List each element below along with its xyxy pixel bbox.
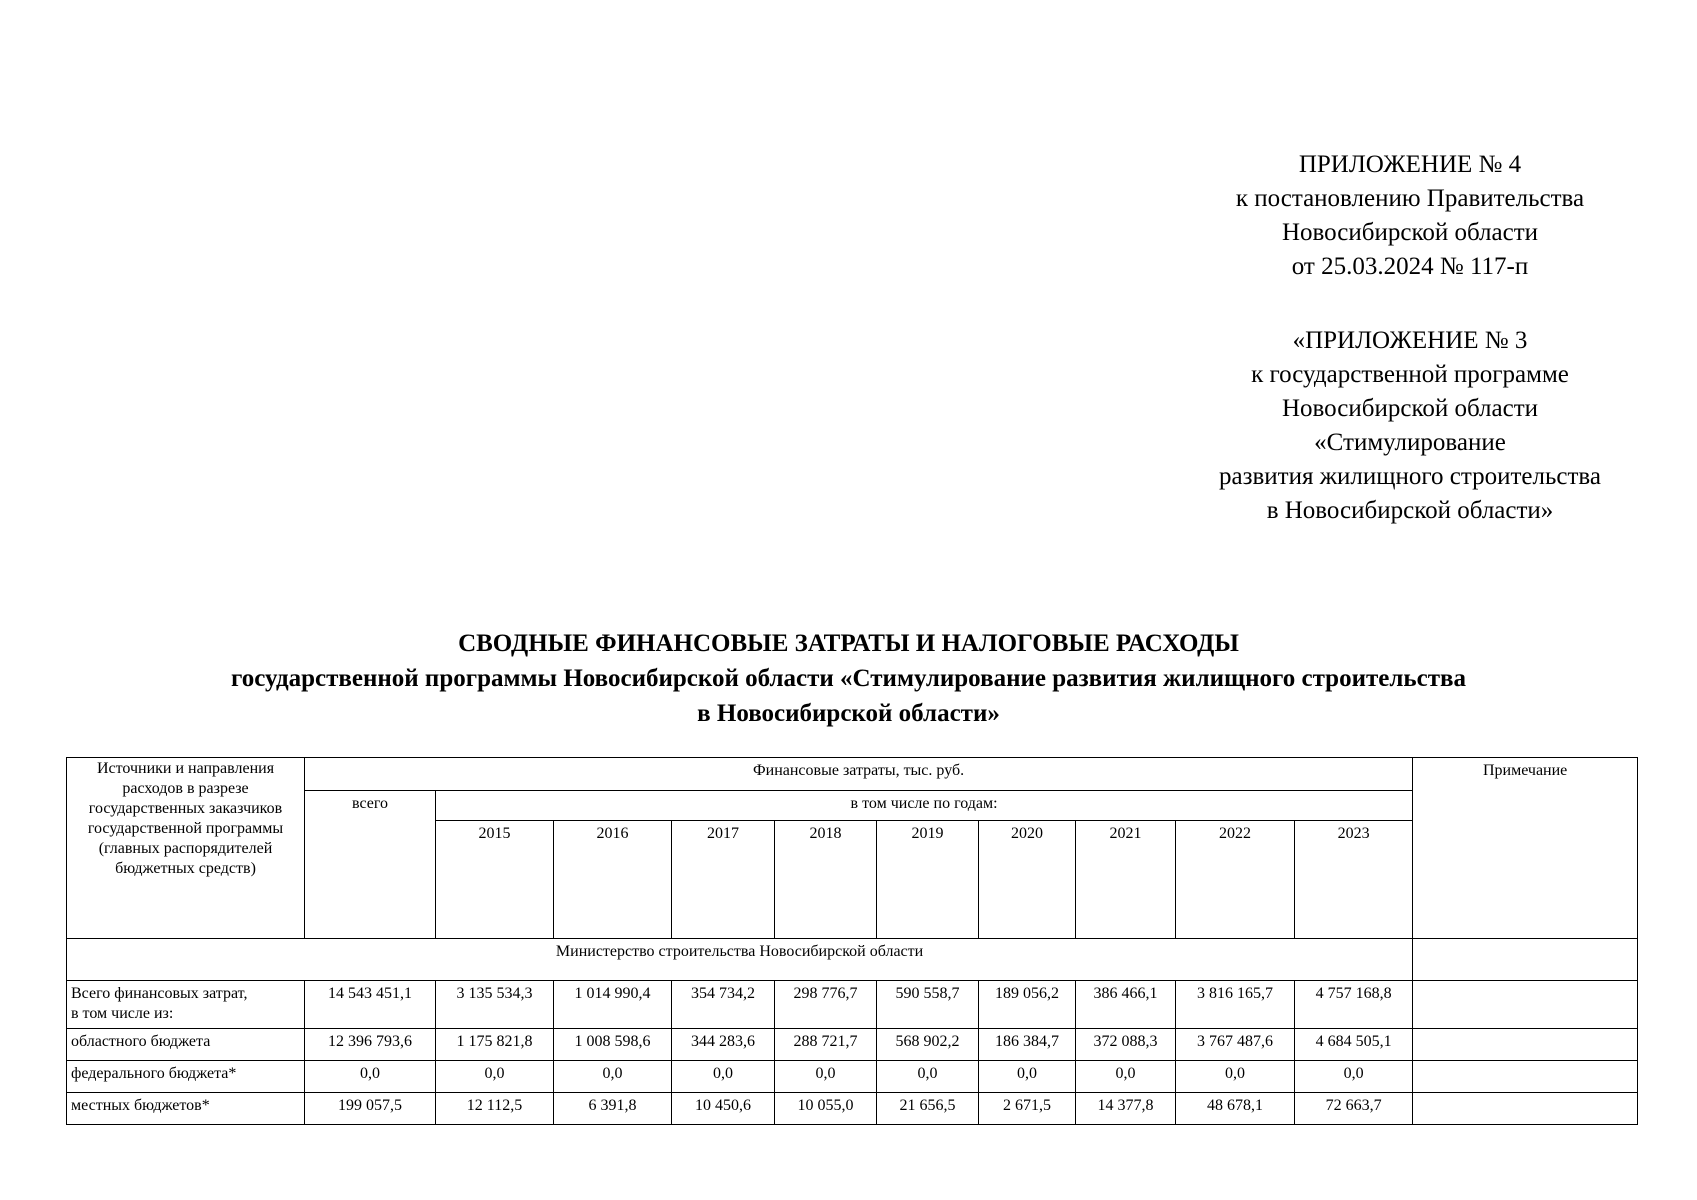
total-value: 0,0 bbox=[305, 1061, 436, 1093]
year-value: 3 816 165,7 bbox=[1176, 981, 1295, 1029]
year-header: 2018 bbox=[775, 821, 877, 939]
year-value: 0,0 bbox=[979, 1061, 1076, 1093]
appendix-line: в Новосибирской области» bbox=[1266, 497, 1554, 524]
year-header: 2019 bbox=[877, 821, 979, 939]
approval-line: к постановлению Правительства bbox=[1235, 185, 1585, 212]
source-header: Источники и направления расходов в разрезе государственных заказчиков государственной программы (главных распорядителей бюджетных средств) bbox=[87, 760, 284, 877]
ministry-row bbox=[67, 939, 1413, 981]
financial-costs-table bbox=[66, 757, 1638, 1125]
year-header: 2016 bbox=[554, 821, 672, 939]
year-value: 10 055,0 bbox=[775, 1093, 877, 1125]
row-label: Всего финансовых затрат, bbox=[71, 985, 248, 1002]
title-line-1: СВОДНЫЕ ФИНАНСОВЫЕ ЗАТРАТЫ И НАЛОГОВЫЕ РАСХОДЫ bbox=[458, 630, 1239, 657]
year-value: 568 902,2 bbox=[877, 1029, 979, 1061]
appendix-line: Новосибирской области bbox=[1281, 395, 1539, 422]
year-value: 72 663,7 bbox=[1295, 1093, 1413, 1125]
source-header-cell bbox=[67, 758, 305, 939]
year-value: 288 721,7 bbox=[775, 1029, 877, 1061]
year-value: 3 767 487,6 bbox=[1176, 1029, 1295, 1061]
by-years-header-cell bbox=[436, 791, 1413, 821]
row-label-cell bbox=[67, 981, 305, 1029]
year-value: 1 008 598,6 bbox=[554, 1029, 672, 1061]
year-value: 0,0 bbox=[672, 1061, 775, 1093]
year-value: 298 776,7 bbox=[775, 981, 877, 1029]
by-years-header: в том числе по годам: bbox=[850, 795, 998, 812]
note-header-cell bbox=[1413, 758, 1638, 939]
year-value: 6 391,8 bbox=[554, 1093, 672, 1125]
year-value: 2 671,5 bbox=[979, 1093, 1076, 1125]
approval-block bbox=[1150, 148, 1670, 284]
row-label: областного бюджета bbox=[67, 1029, 305, 1061]
year-value: 0,0 bbox=[1076, 1061, 1176, 1093]
year-value: 3 135 534,3 bbox=[436, 981, 554, 1029]
year-value: 372 088,3 bbox=[1076, 1029, 1176, 1061]
appendix-line: «Стимулирование bbox=[1314, 429, 1506, 456]
title-line-2: государственной программы Новосибирской области «Стимулирование развития жилищного строительства bbox=[231, 665, 1466, 692]
row-label: местных бюджетов* bbox=[67, 1093, 305, 1125]
approval-line: от 25.03.2024 № 117-п bbox=[1291, 253, 1529, 280]
year-value: 4 684 505,1 bbox=[1295, 1029, 1413, 1061]
year-value: 0,0 bbox=[1295, 1061, 1413, 1093]
year-value: 1 014 990,4 bbox=[554, 981, 672, 1029]
year-value: 344 283,6 bbox=[672, 1029, 775, 1061]
table-row bbox=[67, 1029, 1638, 1061]
year-value: 354 734,2 bbox=[672, 981, 775, 1029]
year-value: 0,0 bbox=[775, 1061, 877, 1093]
year-value: 14 377,8 bbox=[1076, 1093, 1176, 1125]
note-cell bbox=[1413, 1029, 1638, 1061]
year-value: 189 056,2 bbox=[979, 981, 1076, 1029]
appendix-block bbox=[1150, 324, 1670, 528]
approval-line: Новосибирской области bbox=[1281, 219, 1539, 246]
table-row bbox=[67, 1061, 1638, 1093]
year-value: 4 757 168,8 bbox=[1295, 981, 1413, 1029]
year-header: 2021 bbox=[1076, 821, 1176, 939]
year-value: 186 384,7 bbox=[979, 1029, 1076, 1061]
year-value: 48 678,1 bbox=[1176, 1093, 1295, 1125]
total-header: всего bbox=[351, 795, 389, 812]
appendix-line: развития жилищного строительства bbox=[1219, 463, 1601, 490]
year-value: 0,0 bbox=[436, 1061, 554, 1093]
appendix-line: «ПРИЛОЖЕНИЕ № 3 bbox=[1292, 327, 1528, 354]
total-value: 199 057,5 bbox=[305, 1093, 436, 1125]
table-row bbox=[67, 981, 1638, 1029]
row-label-continued: в том числе из: bbox=[71, 1005, 174, 1022]
total-value: 14 543 451,1 bbox=[305, 981, 436, 1029]
year-header: 2023 bbox=[1295, 821, 1413, 939]
title-line-3: в Новосибирской области» bbox=[697, 700, 1000, 727]
note-cell bbox=[1413, 981, 1638, 1029]
year-value: 0,0 bbox=[877, 1061, 979, 1093]
year-value: 21 656,5 bbox=[877, 1093, 979, 1125]
year-header: 2017 bbox=[672, 821, 775, 939]
year-header: 2015 bbox=[436, 821, 554, 939]
note-cell bbox=[1413, 1061, 1638, 1093]
table-row bbox=[67, 1093, 1638, 1125]
year-value: 10 450,6 bbox=[672, 1093, 775, 1125]
year-value: 0,0 bbox=[554, 1061, 672, 1093]
costs-header: Финансовые затраты, тыс. руб. bbox=[753, 762, 965, 779]
costs-header-cell bbox=[305, 758, 1413, 791]
year-value: 1 175 821,8 bbox=[436, 1029, 554, 1061]
ministry-name: Министерство строительства Новосибирской области bbox=[555, 943, 924, 960]
year-value: 386 466,1 bbox=[1076, 981, 1176, 1029]
document-title bbox=[60, 626, 1637, 731]
year-header: 2020 bbox=[979, 821, 1076, 939]
year-value: 12 112,5 bbox=[436, 1093, 554, 1125]
year-value: 0,0 bbox=[1176, 1061, 1295, 1093]
appendix-line: к государственной программе bbox=[1251, 361, 1569, 388]
total-header-cell bbox=[305, 791, 436, 939]
row-label: федерального бюджета* bbox=[67, 1061, 305, 1093]
note-cell bbox=[1413, 939, 1638, 981]
year-header: 2022 bbox=[1176, 821, 1295, 939]
total-value: 12 396 793,6 bbox=[305, 1029, 436, 1061]
note-header: Примечание bbox=[1482, 762, 1568, 779]
year-value: 590 558,7 bbox=[877, 981, 979, 1029]
note-cell bbox=[1413, 1093, 1638, 1125]
approval-line: ПРИЛОЖЕНИЕ № 4 bbox=[1298, 151, 1522, 178]
